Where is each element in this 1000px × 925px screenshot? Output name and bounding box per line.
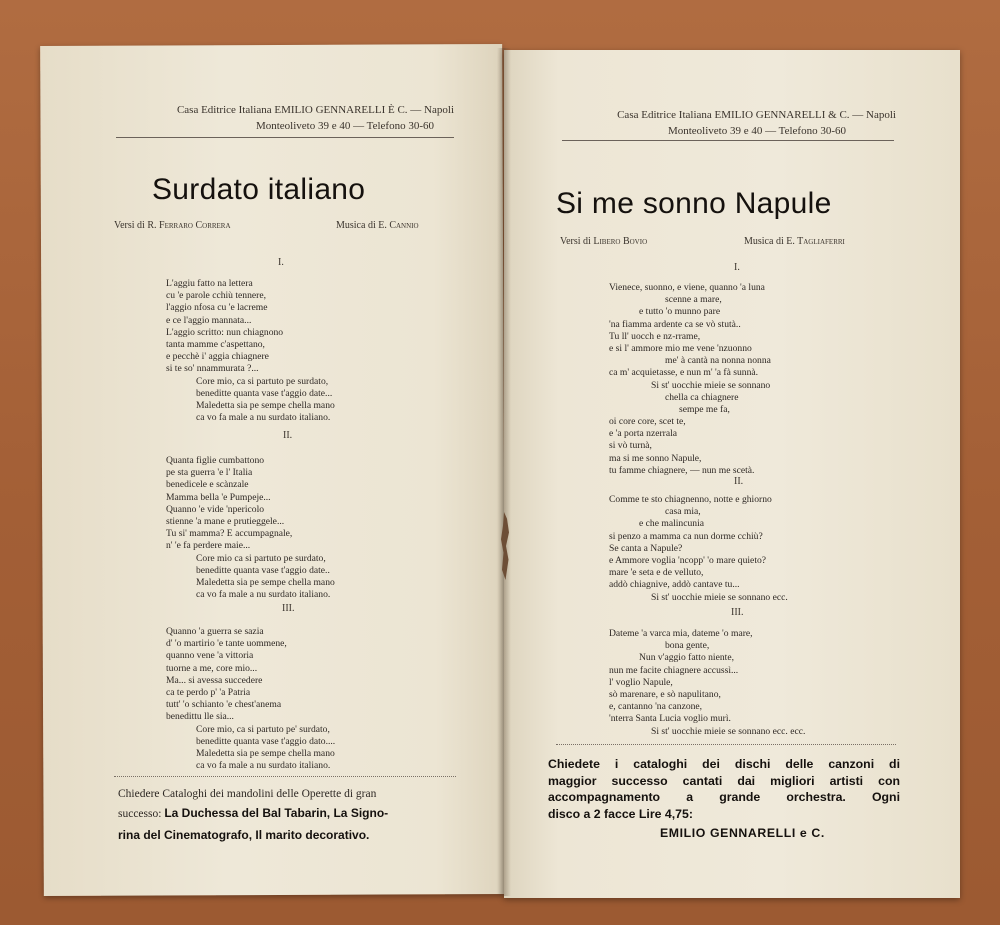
right-lyrics-prefix: Versi di [560,236,591,247]
verse-line: scenne a mare, [665,294,722,306]
verse-line: benedicele e scànzale [166,479,249,491]
left-footer-operettas: La Duchessa del Bal Tabarin, La Signo- [164,806,389,820]
book-spine [497,48,511,896]
verse-line: tuorne a me, core mio... [166,662,258,674]
verse-line: Quanno 'a guerra se sazia [166,626,264,637]
verse-line: L'aggiu fatto na lettera [166,278,253,289]
verse-line: Vienece, suonno, e viene, quanno 'a luna [609,282,765,293]
right-stanza-numeral: III. [731,607,744,618]
verse-line: nun me facite chiagnere accussì... [609,664,739,676]
left-lyrics-author: R. Ferraro Correra [147,220,231,231]
verse-line: d' 'o martirio 'e tante uommene, [166,638,287,650]
verse-line: casa mia, [665,506,701,518]
verse-line: beneditte quanta vase t'aggio date... [196,387,333,399]
verse-line: e Ammore voglia 'ncopp' 'o mare quieto? [609,554,767,566]
left-publisher-header [114,102,454,134]
verse-line: Si st' uocchie mieie se sonnano ecc. ecc. [651,725,806,737]
verse-line: L'aggio scritto: nun chiagnono [166,326,284,338]
verse-line: Quanno 'e vide 'npericolo [166,503,265,515]
verse-line: addò chiagnive, addò cantave tu... [609,579,740,591]
right-footer-block [548,756,900,822]
right-header-rule [562,140,894,141]
verse-line: Maledetta sia pe sempe chella mano [196,576,335,588]
left-footer-prefix: successo: [118,808,162,820]
verse-line: si te so' nnammurata ?... [166,363,259,375]
verse-line: Core mio, ca si partuto pe' surdato, [196,723,330,735]
verse-line: Maledetta sia pe sempe chella mano [196,747,335,759]
verse-line: beneditte quanta vase t'aggio dato.... [196,735,336,747]
right-lyrics-author: Libero Bovio [593,236,648,247]
verse-line: Mamma bella 'e Pumpeje... [166,491,271,503]
left-stanza-numeral: II. [283,430,293,441]
right-lyrics-credit [560,236,647,247]
left-footer-line3: rina del Cinematografo, Il marito decorativo. [118,828,370,842]
verse-line: Comme te sto chiagnenno, notte e ghiorno [609,494,772,505]
right-music-prefix: Musica di [744,236,784,247]
left-song-title: Surdato italiano [152,173,366,206]
verse-line: ca vo fa male a nu surdato italiano. [196,589,331,601]
right-footer-line: Chiedete i cataloghi dei dischi delle canzoni di [548,757,900,771]
left-publisher-line2: Monteoliveto 39 e 40 — Telefono 30-60 [255,120,434,132]
verse-line: stienne 'a mane e prutieggele... [166,515,285,527]
left-music-credit [336,220,419,231]
verse-line: sò marenare, e sò napulitano, [609,688,721,700]
verse-line: 'nterra Santa Lucia voglio murì. [609,713,731,725]
verse-line: bona gente, [665,640,710,652]
verse-line: tutt' 'o schianto 'e chest'anema [166,699,282,711]
left-music-prefix: Musica di [336,220,376,231]
verse-line: e ce l'aggio mannata... [166,314,252,326]
verse-line: si penzo a mamma ca nun dorme cchiù? [609,530,763,542]
right-stanza-numeral: II. [734,476,744,487]
verse-line: benedittu lle sia... [166,711,234,723]
right-music-credit [744,236,845,247]
verse-line: si vò turnà, [609,440,652,452]
left-header-rule [116,137,454,138]
verse-line: e si l' ammore mio me vene 'nzuonno [609,342,752,354]
verse-line: Si st' uocchie mieie se sonnano [651,379,771,391]
verse-line: sempe me fa, [679,403,730,415]
verse-line: cu 'e parole cchiù tennere, [166,290,267,302]
verse-line: oi core core, scet te, [609,416,686,428]
right-footer-line: maggior successo cantati dai migliori artisti con [548,773,900,788]
verse-line: Dateme 'a varca mia, dateme 'o mare, [609,628,753,639]
verse-line: Si st' uocchie mieie se sonnano ecc. [651,591,788,603]
right-publisher-header [556,107,896,139]
verse-line: Tu si' mamma? E accumpagnale, [166,528,293,540]
verse-line: 'na fiamma ardente ca se vò stutà.. [609,318,741,330]
verse-line: e 'a porta nzerrala [609,428,678,440]
verse-line: Core mio ca si partuto pe surdato, [196,552,326,564]
right-stanza-3 [609,628,805,738]
verse-line: ca vo fa male a nu surdato italiano. [196,412,331,424]
verse-line: l' voglio Napule, [609,676,673,688]
verse-line: ca vo fa male a nu surdato italiano. [196,760,331,772]
verse-line: Tu ll' uocch e nz-rrame, [609,330,701,342]
verse-line: e che malincunia [639,518,704,530]
left-publisher-line1: Casa Editrice Italiana EMILIO GENNARELLI È C. — Napoli [176,104,454,116]
right-stanza-2 [609,494,788,604]
left-stanza-numeral: III. [282,603,295,614]
verse-line: e, cantanno 'na canzone, [609,701,703,713]
left-footer-line1: Chiedere Cataloghi dei mandolini delle Operette di gran [118,788,377,800]
verse-line: n' 'e fa perdere maie... [166,540,251,552]
verse-line: l'aggio nfosa cu 'e lacreme [166,302,268,314]
verse-line: ca m' acquietasse, e nun m' 'a fà sunnà. [609,367,759,379]
right-publisher-line1: Casa Editrice Italiana EMILIO GENNARELLI & C. — Napoli [617,109,896,121]
verse-line: pe sta guerra 'e l' Italia [166,467,253,479]
right-stanza-numeral: I. [734,262,740,273]
verse-line: Core mio, ca si partuto pe surdato, [196,375,329,387]
right-stanza-1 [609,282,771,477]
verse-line: ma si me sonno Napule, [609,452,702,464]
right-footer-line: disco a 2 facce Lire 4,75: [548,806,693,821]
verse-line: mare 'e seta e de velluto, [609,567,704,579]
verse-line: Quanta figlie cumbattono [166,455,265,466]
left-stanza-2 [166,455,335,601]
verse-line: Se canta a Napule? [609,542,683,554]
verse-line: Nun v'aggio fatto niente, [639,652,734,664]
verse-line: Maledetta sia pe sempe chella mano [196,399,335,411]
verse-line: ca te perdo p' 'a Patria [166,686,251,698]
right-music-author: E. Tagliaferri [786,236,845,247]
verse-line: Ma... si avessa succedere [166,674,263,686]
left-footer-line2 [118,806,388,820]
right-footer-rule [556,744,896,745]
left-stanza-1 [166,278,335,424]
verse-line: tanta mamme c'aspettano, [166,338,265,350]
verse-line: me' à cantà na nonna nonna [665,355,771,367]
verse-line: chella ca chiagnere [665,391,739,403]
verse-line: tu famme chiagnere, — nun me scetà. [609,464,755,476]
right-publisher-line2: Monteoliveto 39 e 40 — Telefono 30-60 [667,125,846,137]
left-lyrics-credit [114,220,231,231]
verse-line: e pecchè i' aggia chiagnere [166,351,269,363]
verse-line: quanno vene 'a vittoria [166,650,254,662]
left-footer-rule [114,776,456,777]
left-lyrics-prefix: Versi di [114,220,145,231]
left-stanza-numeral: I. [278,257,284,268]
verse-line: beneditte quanta vase t'aggio date.. [196,564,330,576]
left-music-author: E. Cannio [378,220,419,231]
right-footer-signature: EMILIO GENNARELLI e C. [660,826,825,840]
verse-line: e tutto 'o munno pare [639,306,721,318]
right-song-title: Si me sonno Napule [556,187,832,220]
left-stanza-3 [166,626,335,772]
right-footer-line: accompagnamento a grande orchestra. Ogni [548,790,900,805]
